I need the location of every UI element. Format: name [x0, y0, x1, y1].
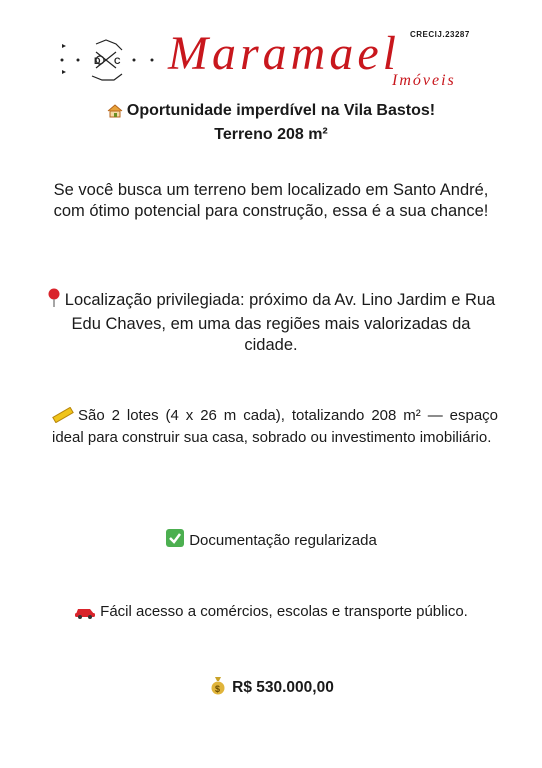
ruler-icon: [52, 407, 74, 428]
creci-number: CRECIJ.23287: [410, 30, 470, 39]
location-paragraph: [44, 288, 498, 356]
logo-emblem: [56, 38, 160, 82]
emblem-letter-d: D: [94, 56, 101, 66]
brand-name: Maramael: [168, 27, 400, 80]
docs-text: Documentação regularizada: [189, 532, 377, 549]
house-icon: [107, 103, 123, 124]
money-bag-icon: [208, 675, 228, 701]
check-icon: [165, 528, 185, 554]
headline-line-1: Oportunidade imperdível na Vila Bastos!: [126, 102, 436, 119]
location-text: Localização privilegiada: próximo da Av. Lino Jardim e Rua Edu Chaves, em uma das regiões mais valorizadas da cidade.: [64, 291, 496, 354]
price-text: R$ 530.000,00: [232, 679, 334, 696]
access-text: Fácil acesso a comércios, escolas e transporte público.: [100, 603, 468, 620]
pin-icon: [47, 288, 61, 314]
headline: [44, 100, 498, 145]
brand-subtitle: Imóveis: [392, 72, 456, 89]
emblem-letter-c: C: [114, 56, 121, 66]
intro-paragraph: Se você busca um terreno bem localizado em Santo André, com ótimo potencial para construção, essa é a sua chance!: [53, 181, 489, 220]
price-line: [44, 675, 498, 701]
access-line: [44, 601, 498, 625]
lots-text: São 2 lotes (4 x 26 m cada), totalizando 208 m² — espaço ideal para construir sua casa, sobrado ou investimento imobiliário.: [52, 407, 498, 446]
headline-line-2: Terreno 208 m²: [214, 126, 328, 143]
car-icon: [74, 604, 96, 625]
svg-text:$: $: [215, 684, 221, 694]
lots-paragraph: [52, 406, 498, 447]
docs-line: [44, 528, 498, 554]
